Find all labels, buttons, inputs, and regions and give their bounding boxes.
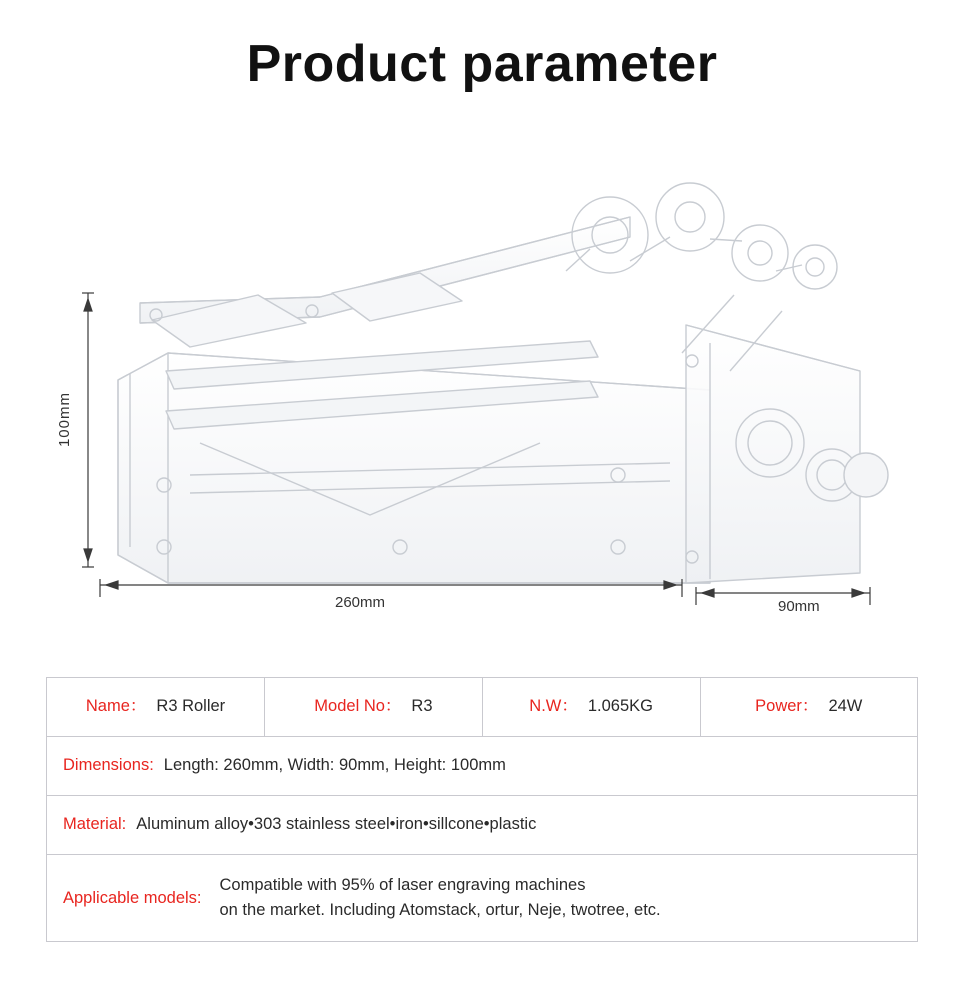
spec-cell-weight xyxy=(482,678,700,737)
spec-value-dimensions: Length: 260mm, Width: 90mm, Height: 100mm xyxy=(163,756,506,775)
spec-value-applicable-line2: on the market. Including Atomstack, ortur, Neje, twotree, etc. xyxy=(219,901,661,919)
spec-label-power: Power： xyxy=(755,697,819,716)
spec-label-model: Model No： xyxy=(314,697,402,716)
spec-label-name: Name： xyxy=(85,697,147,716)
table-row xyxy=(47,678,918,737)
spec-cell-model xyxy=(265,678,483,737)
spec-value-weight: 1.065KG xyxy=(587,697,653,716)
spec-cell-power xyxy=(700,678,917,737)
spec-table xyxy=(46,677,918,942)
spec-cell-material xyxy=(47,796,918,855)
spec-label-material: Material: xyxy=(63,815,127,834)
spec-value-material: Aluminum alloy•303 stainless steel•iron•sillcone•plastic xyxy=(136,815,537,834)
spec-label-applicable-models: Applicable models: xyxy=(63,888,202,907)
table-row xyxy=(47,855,918,942)
dimension-depth-label: 90mm xyxy=(778,598,820,615)
page-title: Product parameter xyxy=(246,35,718,93)
spec-label-dimensions: Dimensions: xyxy=(63,756,154,775)
spec-cell-applicable-models xyxy=(47,855,918,942)
spec-label-weight: N.W： xyxy=(529,697,578,716)
table-row xyxy=(47,796,918,855)
dimension-height-label: 100mm xyxy=(56,392,73,448)
dimension-length-label: 260mm xyxy=(335,594,386,611)
spec-cell-dimensions xyxy=(47,737,918,796)
spec-value-applicable-line1: Compatible with 95% of laser engraving machines xyxy=(219,876,586,894)
spec-cell-name xyxy=(47,678,265,737)
table-row xyxy=(47,737,918,796)
spec-value-name: R3 Roller xyxy=(156,697,226,716)
spec-value-power: 24W xyxy=(828,697,863,716)
product-illustration xyxy=(70,175,900,635)
spec-value-model: R3 xyxy=(411,697,433,716)
